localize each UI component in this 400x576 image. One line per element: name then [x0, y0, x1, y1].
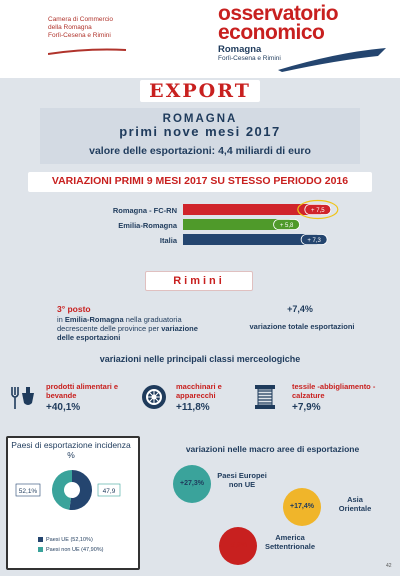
osservatorio-logo: [218, 4, 388, 74]
page-number: 42: [386, 563, 392, 569]
rank-middle-text: nella graduatoria decrescente delle province per: [57, 315, 182, 333]
class-value: +7,9%: [292, 402, 321, 413]
legend-label: Paesi UE (52,10%): [46, 537, 93, 543]
bar-value-label: + 7,5: [311, 208, 325, 214]
bar-value-label: + 7,3: [307, 238, 321, 244]
macro-label-europe-non-ue: Paesi Europei non UE: [217, 471, 267, 489]
pie-legend: [38, 535, 103, 555]
food-icon: [8, 383, 40, 411]
donut-slice: [69, 470, 92, 510]
rank-description: [57, 315, 207, 342]
macro-label-north-america: America Settentrionale: [264, 533, 315, 551]
export-title-box: [140, 80, 260, 102]
bar-category-label: Emilia-Romagna: [118, 221, 177, 230]
region-title: ROMAGNA: [162, 113, 238, 125]
classes-title: variazioni nelle principali classi merceologiche: [99, 354, 301, 364]
oe-swoosh-icon: [278, 46, 388, 74]
class-value: +11,8%: [176, 402, 210, 413]
rimini-title: Rimini: [173, 275, 225, 287]
macro-circle-asia: +17,4%: [283, 488, 321, 526]
macro-areas-title: variazioni nelle macro aree di esportazione: [185, 444, 360, 454]
thread-spool-icon: [252, 383, 278, 411]
legend-swatch: [38, 547, 43, 552]
class-item-textile: [292, 383, 392, 413]
period-title: primi nove mesi 2017: [119, 124, 281, 139]
rank-region: Emilia-Romagna: [64, 315, 124, 324]
export-countries-donut-chart: [8, 460, 138, 530]
bar-category-label: Italia: [159, 236, 177, 245]
export-value-line: valore delle esportazioni: 4,4 miliardi di euro: [89, 145, 311, 157]
bar: [183, 234, 317, 245]
rank-prefix: in: [57, 315, 65, 324]
macro-label-asia: Asia Orientale: [338, 495, 372, 513]
cc-swoosh-icon: [48, 46, 128, 58]
variations-title: VARIAZIONI PRIMI 9 MESI 2017 SU STESSO PERIODO 2016: [51, 175, 349, 187]
oe-title-line-1: osservatorio: [218, 2, 339, 25]
cc-logo-line-2: della Romagna: [48, 24, 92, 31]
donut-value-label: 47,9: [102, 488, 116, 495]
bar-category-label: Romagna - FC-RN: [112, 206, 177, 215]
bar-value-label: + 5,8: [279, 223, 294, 229]
oe-title-line-2: economico: [218, 21, 325, 44]
legend-label: Paesi non UE (47,90%): [46, 547, 104, 553]
chamber-of-commerce-logo: [48, 16, 158, 56]
oe-subtitle: Romagna: [218, 44, 262, 55]
legend-item-ue: [38, 535, 103, 545]
cc-logo-line-1: Camera di Commercio: [48, 16, 114, 23]
pie-chart-title: Paesi di esportazione incidenza %: [11, 440, 131, 460]
variations-bar-chart: [0, 196, 400, 256]
class-label: prodotti alimentari e bevande: [46, 382, 119, 400]
export-title: EXPORT: [149, 80, 251, 102]
total-variation-label: variazione totale esportazioni: [249, 322, 355, 331]
class-label: macchinari e apparecchi: [176, 382, 222, 400]
rank-end-text: variazione delle esportazioni: [57, 324, 198, 342]
gear-wheel-icon: [140, 383, 168, 411]
oe-subtitle-2: Forlì-Cesena e Rimini: [218, 55, 281, 62]
header: [0, 0, 400, 78]
class-label: tessile -abbigliamento - calzature: [292, 382, 376, 400]
class-item-machinery: [176, 383, 256, 413]
rank-label: 3° posto: [57, 304, 91, 314]
donut-value-label: 52,1%: [18, 488, 38, 495]
class-item-food: [46, 383, 136, 413]
donut-slice: [52, 470, 72, 510]
macro-circle-north-america: -5,9%: [219, 527, 257, 565]
macro-circle-europe-non-ue: +27,3%: [173, 465, 211, 503]
legend-swatch: [38, 537, 43, 542]
cc-logo-line-3: Forlì-Cesena e Rimini: [48, 32, 111, 39]
class-value: +40,1%: [46, 402, 81, 413]
total-variation-value: +7,4%: [287, 304, 313, 314]
rimini-title-box: [145, 271, 253, 291]
legend-item-non-ue: [38, 545, 103, 555]
